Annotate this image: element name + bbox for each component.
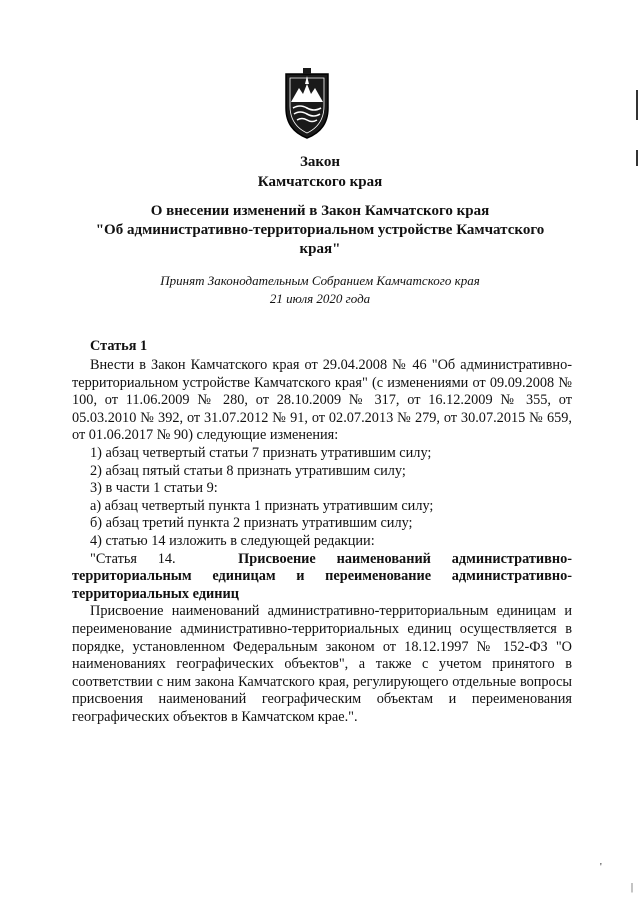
list-item: б) абзац третий пункта 2 признать утратившим силу; bbox=[90, 515, 413, 532]
scan-mark: ' bbox=[600, 862, 602, 873]
article-title: Статья 1 bbox=[90, 338, 148, 354]
scan-edge-line bbox=[636, 90, 638, 120]
quoted-article-title: Присвоение наименований административно-территориальным единицам и переименование административно-территориальных единиц bbox=[72, 550, 572, 602]
list-item: а) абзац четвертый пункта 1 признать утратившим силу; bbox=[90, 497, 434, 514]
article-body bbox=[72, 357, 572, 726]
scan-edge-mark: | bbox=[631, 882, 634, 893]
article-intro: Внести в Закон Камчатского края от 29.04.2008 № 46 "Об административно-территориальном устройстве Камчатского края" (с изменениями от 09.09.2008 № 100, от 11.06.2009 № 280, от 28.10.2009 № 317, от 16.12.2009 № 355, от 05.03.2010 № 392, от 31.07.2012 № 91, от 02.07.2013 № 279, от 30.07.2015 № 659, от 01.06.2017 № 90) следующие изменения: bbox=[72, 357, 572, 444]
law-header bbox=[0, 152, 640, 192]
list-item: 1) абзац четвертый статьи 7 признать утратившим силу; bbox=[90, 444, 432, 461]
law-region: Камчатского края bbox=[257, 174, 383, 190]
subject-line-2: "Об административно-территориальном устройстве Камчатского bbox=[95, 222, 545, 238]
scan-edge-line bbox=[636, 150, 638, 166]
subject-line-3: края" bbox=[299, 241, 341, 257]
quoted-article-heading bbox=[72, 551, 572, 604]
adoption-note bbox=[0, 272, 640, 308]
law-title: Закон bbox=[299, 154, 340, 170]
quoted-article-number: "Статья 14. bbox=[90, 550, 176, 567]
law-subject bbox=[0, 202, 640, 259]
list-item: 2) абзац пятый статьи 8 признать утратившим силу; bbox=[90, 462, 406, 479]
coat-of-arms-icon bbox=[281, 68, 333, 140]
adoption-date: 21 июля 2020 года bbox=[269, 291, 371, 306]
quoted-article-body: Присвоение наименований административно-территориальным единицам и переименование административно-территориальных единиц осуществляется в порядке, установленном Федеральным законом от 18.12.1997 № 152-ФЗ "О наименованиях географических объектов", а также с учетом принятого в соответствии с ним закона Камчатского края, регулирующего отдельные вопросы присвоения наименований географическим объектам и переименования географических объектов в Камчатском крае.". bbox=[72, 603, 572, 725]
adoption-body: Принят Законодательным Собранием Камчатского края bbox=[160, 273, 480, 288]
subject-line-1: О внесении изменений в Закон Камчатского края bbox=[150, 203, 490, 219]
list-item: 4) статью 14 изложить в следующей редакции: bbox=[90, 532, 375, 549]
list-item: 3) в части 1 статьи 9: bbox=[90, 480, 218, 497]
